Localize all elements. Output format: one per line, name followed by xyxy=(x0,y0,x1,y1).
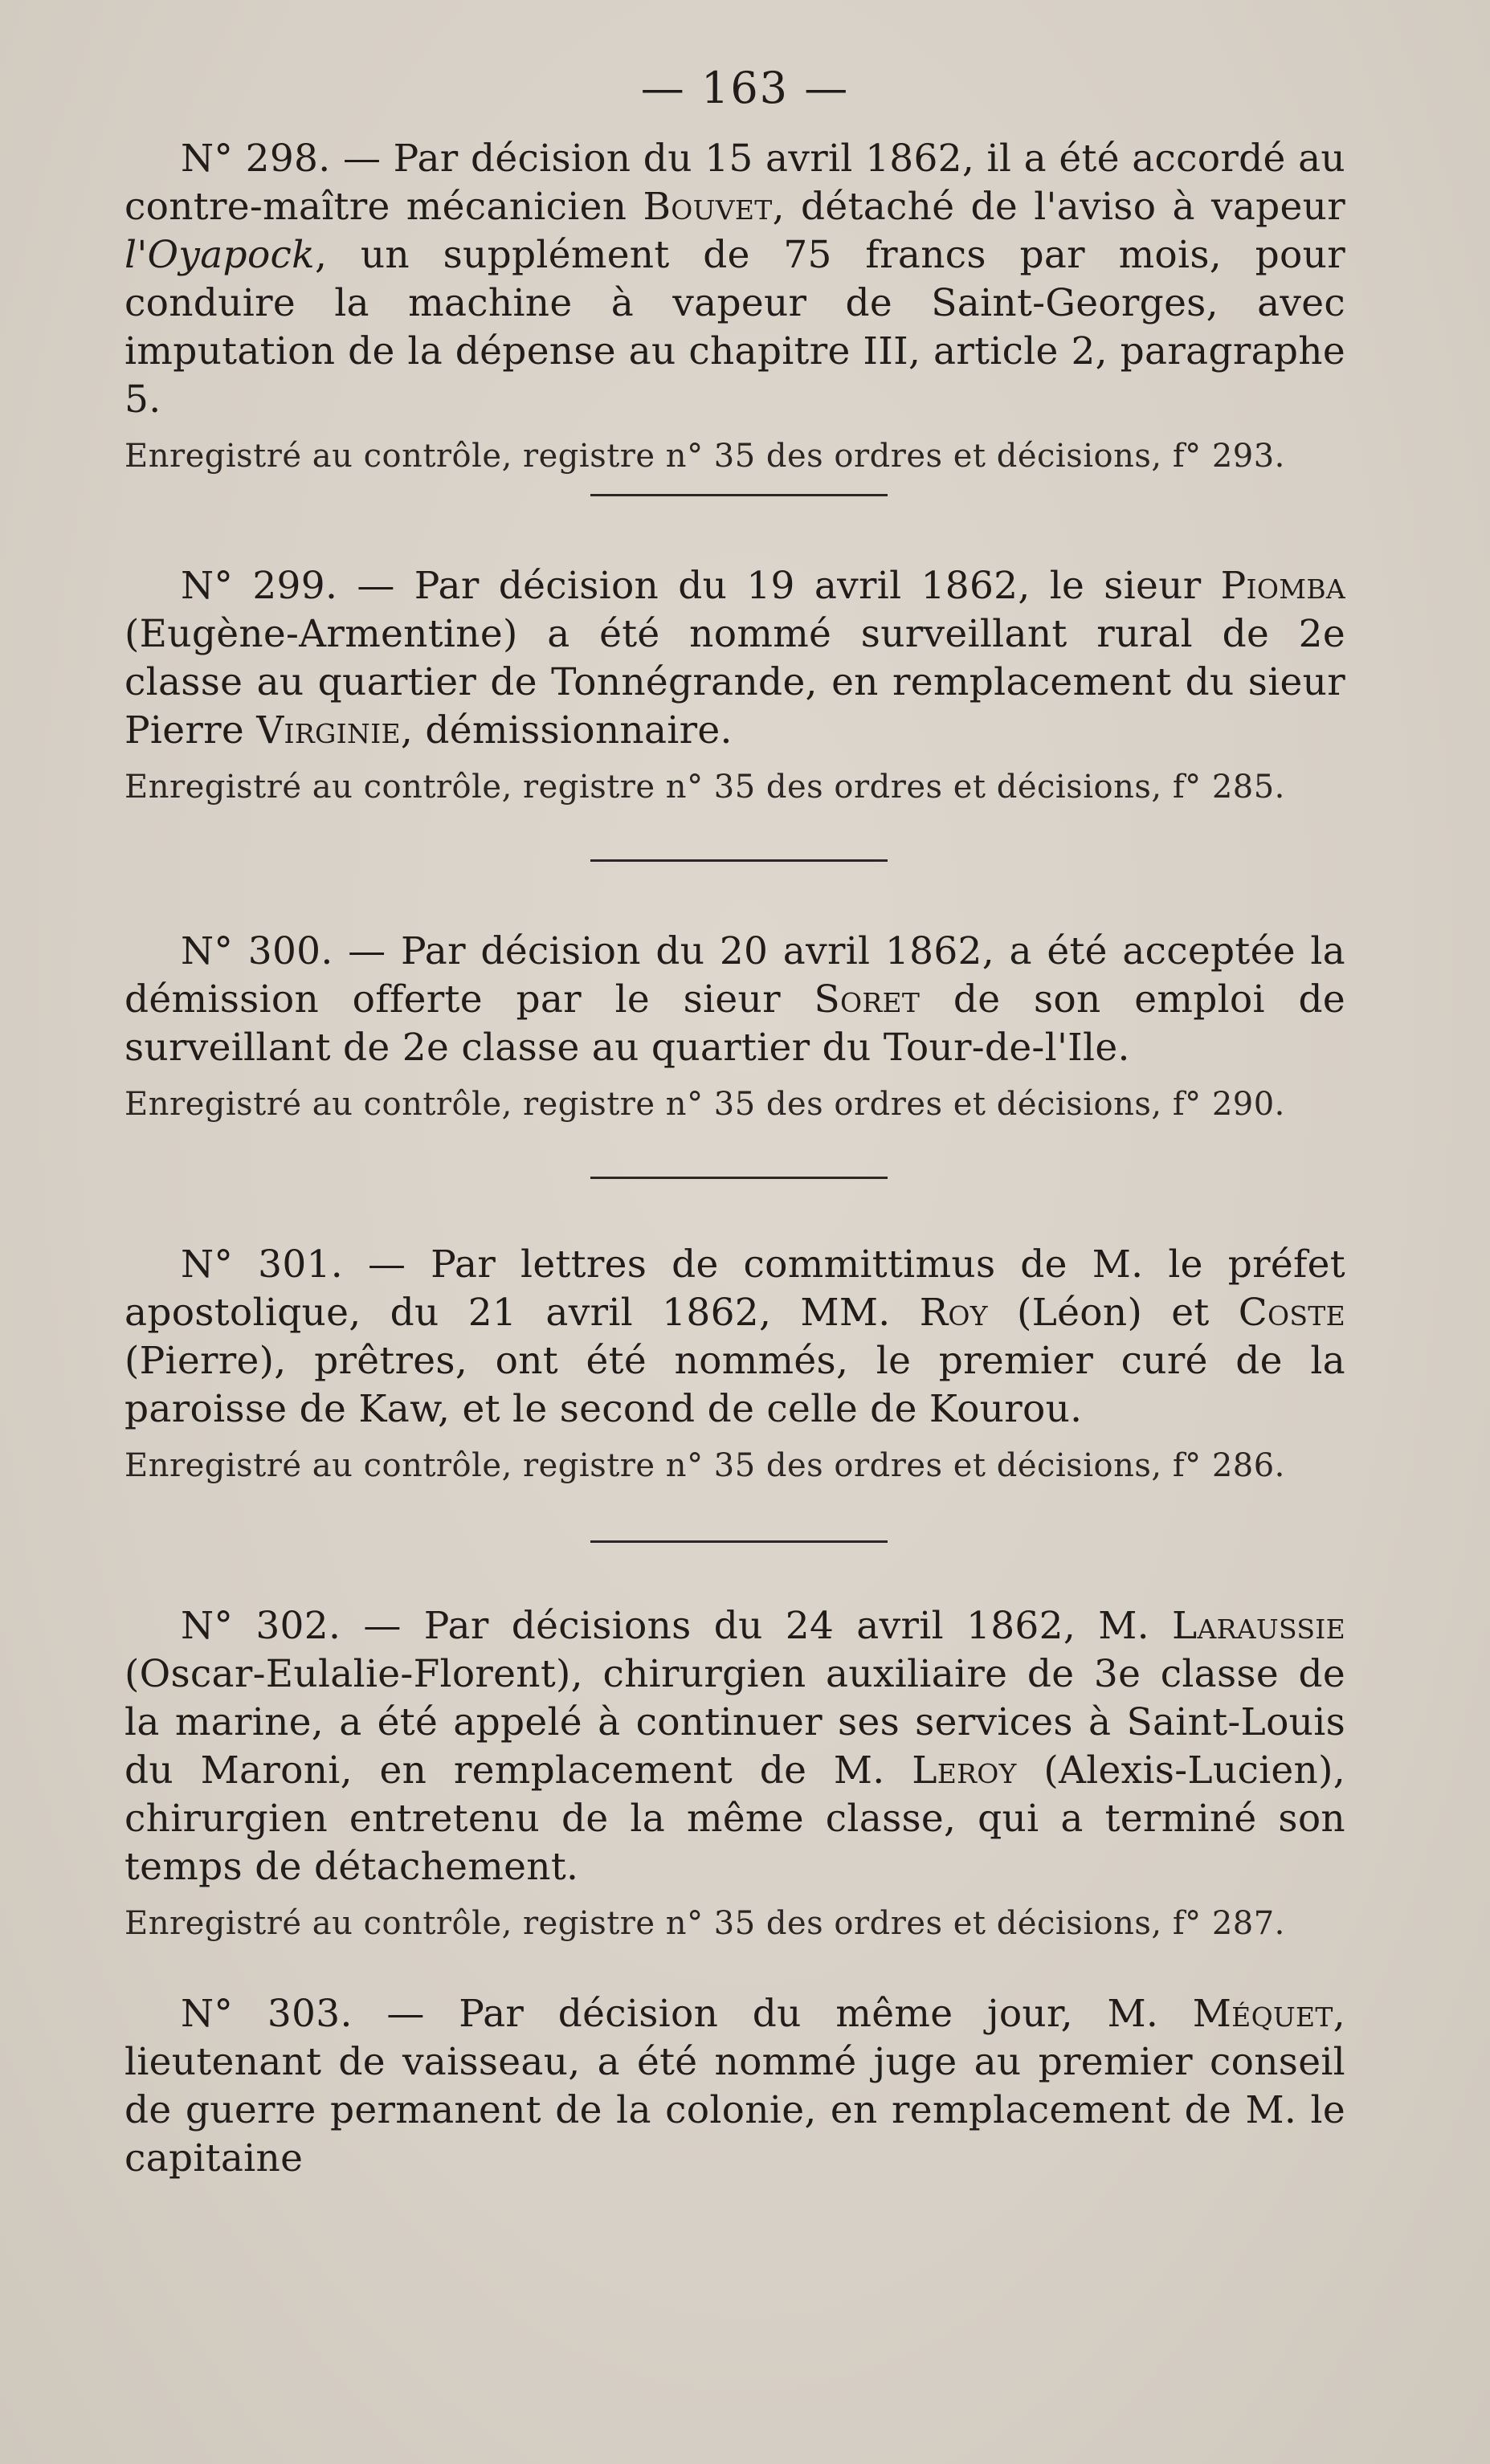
entry-301 xyxy=(125,1241,1345,1487)
person-name: Bouvet xyxy=(643,185,773,229)
registration-note: Enregistré au contrôle, registre n° 35 des ordres et décisions, f° 285. xyxy=(125,769,1285,806)
separator-rule xyxy=(590,859,888,862)
entry-number: N° 301. xyxy=(181,1242,344,1287)
separator-rule xyxy=(590,1177,888,1179)
person-name: Laraussie xyxy=(1171,1604,1345,1648)
entry-299 xyxy=(125,562,1345,808)
person-name: Coste xyxy=(1238,1291,1345,1335)
person-name: Piomba xyxy=(1220,564,1345,608)
ship-name: l'Oyapock xyxy=(125,233,315,277)
registration-note: Enregistré au contrôle, registre n° 35 des ordres et décisions, f° 287. xyxy=(125,1905,1285,1942)
separator-rule xyxy=(590,494,888,496)
person-name: Roy xyxy=(919,1291,988,1335)
entry-302 xyxy=(125,1602,1345,1944)
person-name: Soret xyxy=(814,977,921,1022)
entry-299-body: N° 299. — Par décision du 19 avril 1862, le sieur Piomba (Eugène-Armentine) a été nommé surveillant rural de 2e classe au quartier de Tonnégrande, en remplacement du sieur Pierre Virginie, démissionnaire. xyxy=(125,564,1345,753)
entry-301-body: N° 301. — Par lettres de committimus de M. le préfet apostolique, du 21 avril 1862, MM. Roy (Léon) et Coste (Pierre), prêtres, ont été nommés, le premier curé de la paroisse de Kaw, et le second de celle de Kourou. xyxy=(125,1242,1345,1431)
entry-303-body: N° 303. — Par décision du même jour, M. Méquet, lieutenant de vaisseau, a été nommé juge au premier conseil de guerre permanent de la colonie, en remplacement de M. le capitaine xyxy=(125,1992,1345,2180)
page-number: — 163 — xyxy=(640,63,850,113)
entry-number: N° 302. xyxy=(181,1604,341,1648)
entry-number: N° 298. xyxy=(181,137,331,181)
entry-298-body: N° 298. — Par décision du 15 avril 1862, il a été accordé au contre-maître mécanicien Bouvet, détaché de l'aviso à vapeur l'Oyapock, un supplément de 75 francs par mois, pour conduire la machine à vapeur de Saint-Georges, avec imputation de la dépense au chapitre III, article 2, paragraphe 5. xyxy=(125,137,1345,422)
person-name: Méquet xyxy=(1192,1992,1333,2036)
entry-number: N° 303. xyxy=(181,1992,353,2036)
entry-300-body: N° 300. — Par décision du 20 avril 1862, a été acceptée la démission offerte par le sieur Soret de son emploi de surveillant de 2e classe au quartier du Tour-de-l'Ile. xyxy=(125,929,1345,1070)
person-name: Virginie xyxy=(256,708,401,753)
registration-note: Enregistré au contrôle, registre n° 35 des ordres et décisions, f° 286. xyxy=(125,1447,1285,1484)
entry-302-body: N° 302. — Par décisions du 24 avril 1862, M. Laraussie (Oscar-Eulalie-Florent), chirurgien auxiliaire de 3e classe de la marine, a été appelé à continuer ses services à Saint-Louis du Maroni, en remplacement de M. Leroy (Alexis-Lucien), chirurgien entretenu de la même classe, qui a terminé son temps de détachement. xyxy=(125,1604,1345,1889)
registration-note: Enregistré au contrôle, registre n° 35 des ordres et décisions, f° 293. xyxy=(125,438,1285,475)
entry-303 xyxy=(125,1990,1345,2183)
entry-300 xyxy=(125,928,1345,1125)
entry-number: N° 299. xyxy=(181,564,338,608)
separator-rule xyxy=(590,1540,888,1543)
registration-note: Enregistré au contrôle, registre n° 35 des ordres et décisions, f° 290. xyxy=(125,1086,1285,1123)
person-name: Leroy xyxy=(912,1748,1017,1793)
entry-298 xyxy=(125,135,1345,477)
entry-number: N° 300. xyxy=(181,929,333,973)
